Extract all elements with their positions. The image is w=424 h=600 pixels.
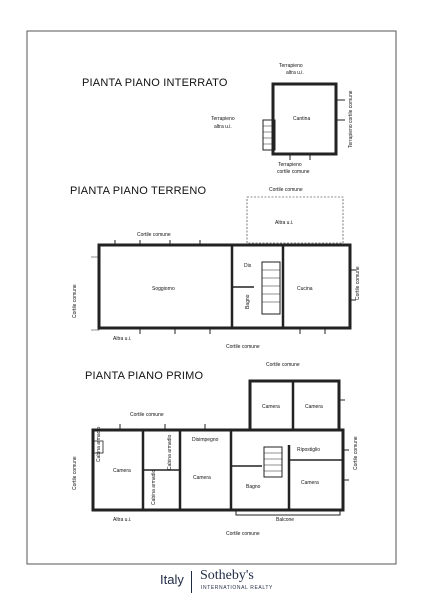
room-camera-top-1: Camera <box>262 404 280 410</box>
room-cabina-armadio-2: Cabina armadio <box>167 434 173 470</box>
footer-brand: Sotheby's <box>200 568 254 583</box>
primo-label-cortile-left: Cortile comune <box>72 456 78 490</box>
title-interrato: PIANTA PIANO INTERRATO <box>82 77 228 89</box>
terreno-label-cortile-left: Cortile comune <box>72 284 78 318</box>
altra-ui-zone <box>247 197 343 243</box>
room-soggiorno: Soggiorno <box>152 286 175 292</box>
room-ripostiglio: Ripostiglio <box>297 447 321 453</box>
plan-interrato <box>263 84 345 160</box>
terreno-label-cortile-top-right: Cortile comune <box>269 187 303 193</box>
room-cucina: Cucina <box>297 286 313 292</box>
label-terrapieno-left-2: altra u.i. <box>214 124 232 130</box>
primo-label-cortile-top-left: Cortile comune <box>130 412 164 418</box>
footer-logo <box>0 568 424 596</box>
terreno-label-cortile-bottom: Cortile comune <box>226 344 260 350</box>
room-bagno-terreno: Bagno <box>245 294 251 309</box>
room-cabina-armadio-3: Cabina armadio <box>151 469 157 505</box>
label-terrapieno-left-1: Terrapieno <box>211 116 235 122</box>
room-camera-top-2: Camera <box>305 404 323 410</box>
footer-country: Italy <box>160 572 184 587</box>
primo-label-altra-ui: Altra u.i. <box>113 517 132 523</box>
title-primo: PIANTA PIANO PRIMO <box>85 370 204 382</box>
plan-terreno <box>91 197 356 334</box>
label-terrapieno-top-2: altra u.i. <box>286 70 304 76</box>
terreno-label-cortile-top-left: Cortile comune <box>137 232 171 238</box>
room-camera-left: Camera <box>113 468 131 474</box>
terreno-label-cortile-right: Cortile comune <box>355 266 361 300</box>
room-cantina: Cantina <box>293 116 311 122</box>
label-terrapieno-bottom-2: cortile comune <box>277 169 310 175</box>
terreno-label-altra-ui-bottom: Altra u.i. <box>113 336 132 342</box>
primo-label-cortile-right: Cortile comune <box>353 436 359 470</box>
room-bagno-primo: Bagno <box>246 484 261 490</box>
primo-label-balcone: Balcone <box>276 517 295 523</box>
footer-subtitle: INTERNATIONAL REALTY <box>201 585 273 591</box>
terreno-label-altra-ui: Altra u.i. <box>275 220 294 226</box>
title-terreno: PIANTA PIANO TERRENO <box>70 185 207 197</box>
label-terrapieno-right: Terrapieno cortile comune <box>348 90 354 148</box>
footer-separator <box>191 571 192 593</box>
label-terrapieno-bottom-1: Terrapieno <box>278 162 302 168</box>
room-camera-mid: Camera <box>193 475 211 481</box>
primo-label-cortile-top-right: Cortile comune <box>266 362 300 368</box>
room-camera-right: Camera <box>301 480 319 486</box>
room-cabina-armadio-1: Cabina armadio <box>96 426 102 462</box>
terreno-label-dis: Dis <box>244 263 252 269</box>
label-terrapieno-top-1: Terrapieno <box>279 63 303 69</box>
primo-label-cortile-bottom: Cortile comune <box>226 531 260 537</box>
sheet-border <box>27 31 396 564</box>
room-disimpegno: Disimpegno <box>192 437 219 443</box>
